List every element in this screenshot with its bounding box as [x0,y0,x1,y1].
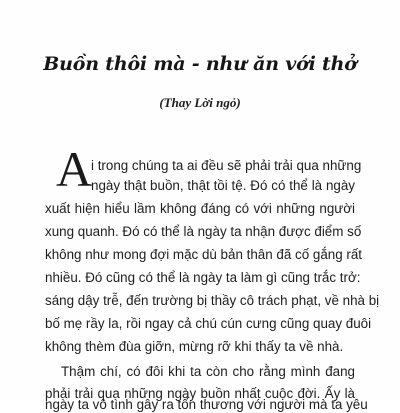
paragraph-1-line-4: xung quanh. Đó có thể là ngày ta nhận được điểm số [45,224,362,239]
paragraph-1-line-1: i trong chúng ta ai đều sẽ phải trải qua những [91,158,362,173]
paragraph-1-line-6: nhiều. Đó cũng có thể là ngày ta làm gì cũng trắc trở: [45,270,361,285]
drop-cap-letter: A [56,141,93,197]
paragraph-1-line-8: bố mẹ rầy la, rồi ngay cả chú cún cưng cũng quay đuôi [45,316,372,331]
paragraph-2-line-3: ngày ta vô tình gây ra tổn thương với người mà ta yêu [45,397,368,412]
paragraph-1-line-7: sáng dậy trễ, đến trường bị thầy cô trách phạt, về nhà bị [45,293,380,308]
chapter-title: Buồn thôi mà - như ăn với thở [43,53,357,75]
paragraph-2-line-2: phải trải qua những ngày buồn nhất cuộc đời. Ấy là [45,386,355,401]
paragraph-1-line-3: xuất hiện hiểu lầm không đáng có với những người [45,201,355,216]
paragraph-1-line-9: không thèm đùa giỡn, mừng rỡ khi thấy ta về nhà. [45,339,344,354]
paragraph-1-line-5: không như mong đợi mặc dù bản thân đã cố gắng rất [45,247,363,262]
paragraph-2-line-1: Thậm chí, có đôi khi ta còn cho rằng mình đang [61,364,355,379]
chapter-subtitle: (Thay Lời ngỏ) [159,95,241,110]
paragraph-1-line-2: ngày thật buồn, thật tồi tệ. Đó có thể là ngày [91,178,355,193]
